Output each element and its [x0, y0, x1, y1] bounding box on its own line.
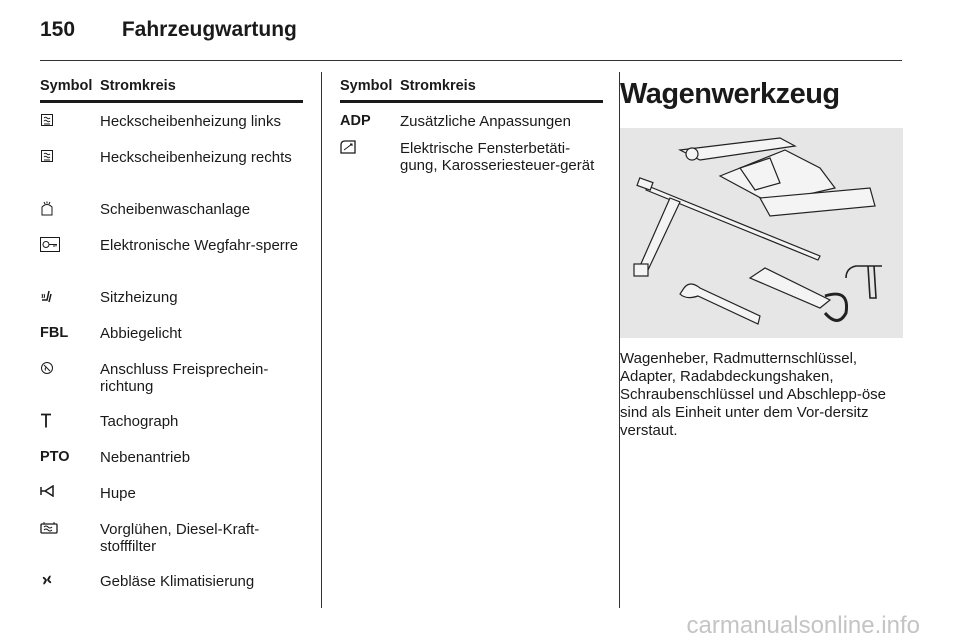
table-row: [40, 361, 303, 403]
row-text: Zusätzliche Anpassungen: [400, 113, 571, 130]
row-text: Vorglühen, Diesel-Kraft-stofffilter: [100, 521, 260, 555]
section-title: Wagenwerkzeug: [620, 78, 840, 110]
circuit-header: Stromkreis: [100, 78, 176, 94]
row-text: Sitzheizung: [100, 289, 178, 306]
fuse-table-right: [340, 78, 603, 174]
header-rule: [40, 60, 902, 61]
symbol-label: PTO: [40, 449, 70, 465]
symbol-header: Symbol: [340, 78, 393, 94]
table-row: [40, 573, 303, 599]
row-text: Elektrische Fensterbetäti-gung, Karosseriesteuer-gerät: [400, 140, 595, 174]
power-window-icon: [340, 140, 400, 174]
tachograph-icon: [40, 413, 100, 439]
table-row: [340, 113, 603, 130]
seat-heating-icon: [40, 289, 100, 315]
rear-window-heating-icon: [40, 149, 100, 191]
table-header: [40, 78, 303, 103]
row-text: Abbiegelicht: [100, 325, 182, 342]
table-row: [340, 140, 603, 174]
immobiliser-key-icon: [40, 237, 100, 279]
washer-icon: [40, 201, 100, 227]
table-row: [40, 521, 303, 563]
page-title: Fahrzeugwartung: [121, 18, 297, 41]
row-text: Elektronische Wegfahr-sperre: [100, 237, 299, 254]
symbol-label: ADP: [340, 113, 371, 129]
section-description: Wagenheber, Radmutternschlüssel, Adapter, Radabdeckungshaken, Schraubenschlüssel und Abschlepp-öse sind als Einheit unter dem Vor-dersitz verstaut.: [620, 350, 887, 439]
row-text: Scheibenwaschanlage: [100, 201, 251, 218]
table-row: [40, 413, 303, 439]
row-text: Hupe: [100, 485, 136, 502]
table-header: [340, 78, 603, 103]
row-text: Heckscheibenheizung rechts: [100, 149, 292, 166]
table-row: [40, 113, 303, 139]
page-number: 150: [40, 18, 76, 41]
handsfree-phone-icon: [40, 361, 100, 403]
glow-plug-icon: [40, 521, 100, 563]
column-divider-1: [321, 72, 322, 608]
row-text: Anschluss Freisprechein-richtung: [100, 361, 269, 395]
watermark: carmanualsonline.info: [686, 612, 920, 639]
tools-section: [620, 78, 903, 455]
row-text: Nebenantrieb: [100, 449, 191, 466]
table-row: [40, 237, 303, 279]
table-row: [40, 485, 303, 511]
circuit-header: Stromkreis: [400, 78, 476, 94]
table-row: [40, 201, 303, 227]
row-text: Heckscheibenheizung links: [100, 113, 281, 130]
rear-window-heating-icon: [40, 113, 100, 139]
fuse-table-left: [40, 78, 303, 599]
row-text: Gebläse Klimatisierung: [100, 573, 255, 590]
horn-icon: [40, 485, 100, 511]
row-text: Tachograph: [100, 413, 179, 430]
symbol-label: FBL: [40, 325, 69, 341]
fan-icon: [40, 573, 100, 599]
table-row: [40, 449, 303, 475]
table-row: [40, 289, 303, 315]
symbol-header: Symbol: [40, 78, 93, 94]
vehicle-tools-illustration: [620, 128, 903, 338]
table-row: [40, 149, 303, 191]
table-row: [40, 325, 303, 351]
page-header: [40, 18, 297, 42]
